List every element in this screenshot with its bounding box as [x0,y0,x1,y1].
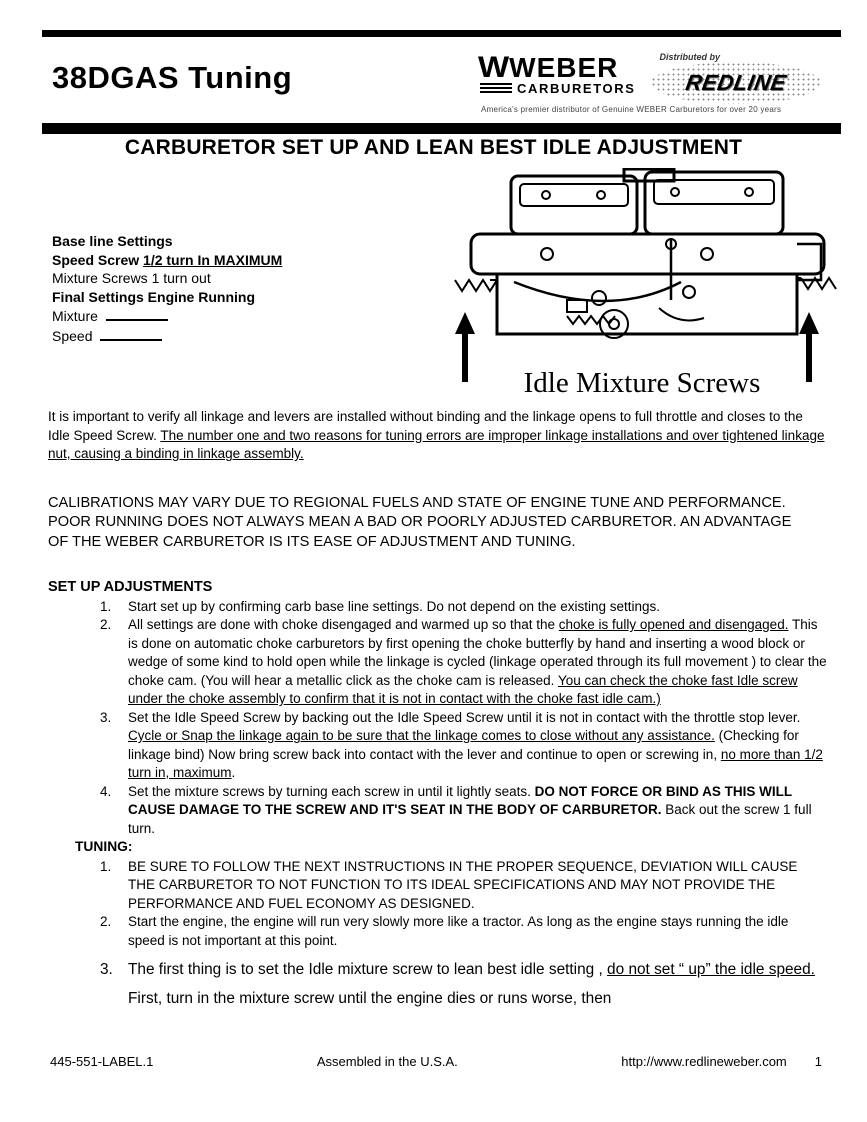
list-item: 2. All settings are done with choke disengaged and warmed up so that the choke is fully opened and disengaged. This is done on automatic choke carburetors by first opening the choke butterfly by hand and inserting a wood block or wedge of some kind to hold open while the linkage is cycled (linkage operated through its full movement ) to clear the choke cam. (You will hear a metallic click as the choke cam is released. You can check the choke fast Idle screw under the choke assembly to confirm that it is not in contact with the choke fast idle cam.) [48,616,827,709]
list-item: 1. Start set up by confirming carb base line settings. Do not depend on the existing settings. [48,598,827,617]
document-heading: CARBURETOR SET UP AND LEAN BEST IDLE ADJUSTMENT [124,136,743,159]
weber-w-icon: W [478,49,508,84]
list-item: 2. Start the engine, the engine will run very slowly more like a tractor. As long as the engine stays running the idle speed is not important at this point. [48,913,827,950]
list-number: 4. [100,783,112,799]
figure-caption: Idle Mixture Screws [523,367,761,399]
footer-page-number: 1 [814,1054,822,1069]
list-item: Mixture [52,306,412,326]
redline-oval [651,62,821,104]
list-item: Mixture Screws 1 turn out [52,270,211,286]
list-item: Final Settings Engine Running [52,288,255,305]
page-title: 38DGAS Tuning [52,60,293,95]
list-item: Speed Screw 1/2 turn In MAXIMUM [52,251,283,268]
weber-brand-text: WEBER [509,51,619,83]
footer-url: http://www.redlineweber.com [621,1054,787,1069]
stripes-icon [480,83,512,93]
list-item: 3. The first thing is to set the Idle mixture screw to lean best idle setting , do not set “ up” the idle speed. First, turn in the mixture screw until the engine dies or runs worse, then [48,955,827,1013]
calibrations-paragraph: CALIBRATIONS MAY VARY DUE TO REGIONAL FUELS AND STATE OF ENGINE TUNE AND PERFORMANCE. POOR RUNNING DOES NOT ALWAYS MEAN A BAD OR POORLY ADJUSTED CARBURETOR. AN ADVANTAGE OF THE WEBER CARBURETOR IS ITS EASE OF ADJUSTMENT AND TUNING. [48,494,792,550]
tuning-heading: TUNING: [75,839,133,854]
footer-document-id: 445-551-LABEL.1 [50,1054,154,1069]
top-rule [42,30,841,37]
list-number: 3. [100,961,113,978]
list-number: 1. [100,598,112,614]
list-number: 2. [100,914,112,929]
list-item: 4. Set the mixture screws by turning each screw in until it lightly seats. DO NOT FORCE OR BIND AS THIS WILL CAUSE DAMAGE TO THE SCREW AND IT'S SEAT IN THE BODY OF CARBURETOR. Back out the screw 1 full turn. [48,783,827,839]
redline-brand-text: REDLINE [684,70,789,95]
fill-in-blank [106,306,168,321]
header-rule [42,123,841,134]
list-item: 3. Set the Idle Speed Screw by backing out the Idle Speed Screw until it is not in contact with the throttle stop lever. Cycle or Snap the linkage again to be sure that the linkage comes to close without any assistance. (Checking for linkage bind) Now bring screw back into contact with the lever and continue to open or screwing in, no more than 1/2 turn in, maximum. [48,709,827,783]
weber-logo [478,49,636,96]
logo-tagline: America's premier distributor of Genuine WEBER Carburetors for over 20 years [481,105,782,114]
list-number: 1. [100,858,112,874]
carburetor-drawing [448,168,850,400]
distributed-by-label: Distributed by [659,52,720,62]
logo-block [478,49,821,104]
redline-logo [651,52,821,104]
list-number: 2. [100,617,112,632]
list-item: Base line Settings [52,233,173,249]
linkage-paragraph: It is important to verify all linkage and levers are installed without binding and the linkage opens to full throttle and closes to the Idle Speed Screw. The number one and two reasons for tuning errors are improper linkage installations and over tightened linkage nut, causing a binding in linkage assembly. [48,409,825,461]
body-text [48,408,827,1013]
page-footer [50,1054,822,1069]
baseline-settings [52,232,412,345]
carburetor-figure [448,168,850,405]
weber-sub-text: CARBURETORS [517,80,636,96]
footer-assembled-text: Assembled in the U.S.A. [316,1054,458,1069]
setup-heading: SET UP ADJUSTMENTS [48,579,213,595]
list-number: 3. [100,709,112,725]
list-item: 1. BE SURE TO FOLLOW THE NEXT INSTRUCTIONS IN THE PROPER SEQUENCE, DEVIATION WILL CAUSE THE CARBURETOR TO NOT FUNCTION TO ITS IDEAL SPECIFICATIONS AND MAY NOT PROVIDE THE PERFORMANCE AND FUEL ECONOMY AS DESIGNED. [48,858,827,914]
setup-list [48,598,827,839]
tuning-list [48,858,827,1014]
fill-in-blank [100,326,162,341]
list-item: Speed [52,326,412,346]
